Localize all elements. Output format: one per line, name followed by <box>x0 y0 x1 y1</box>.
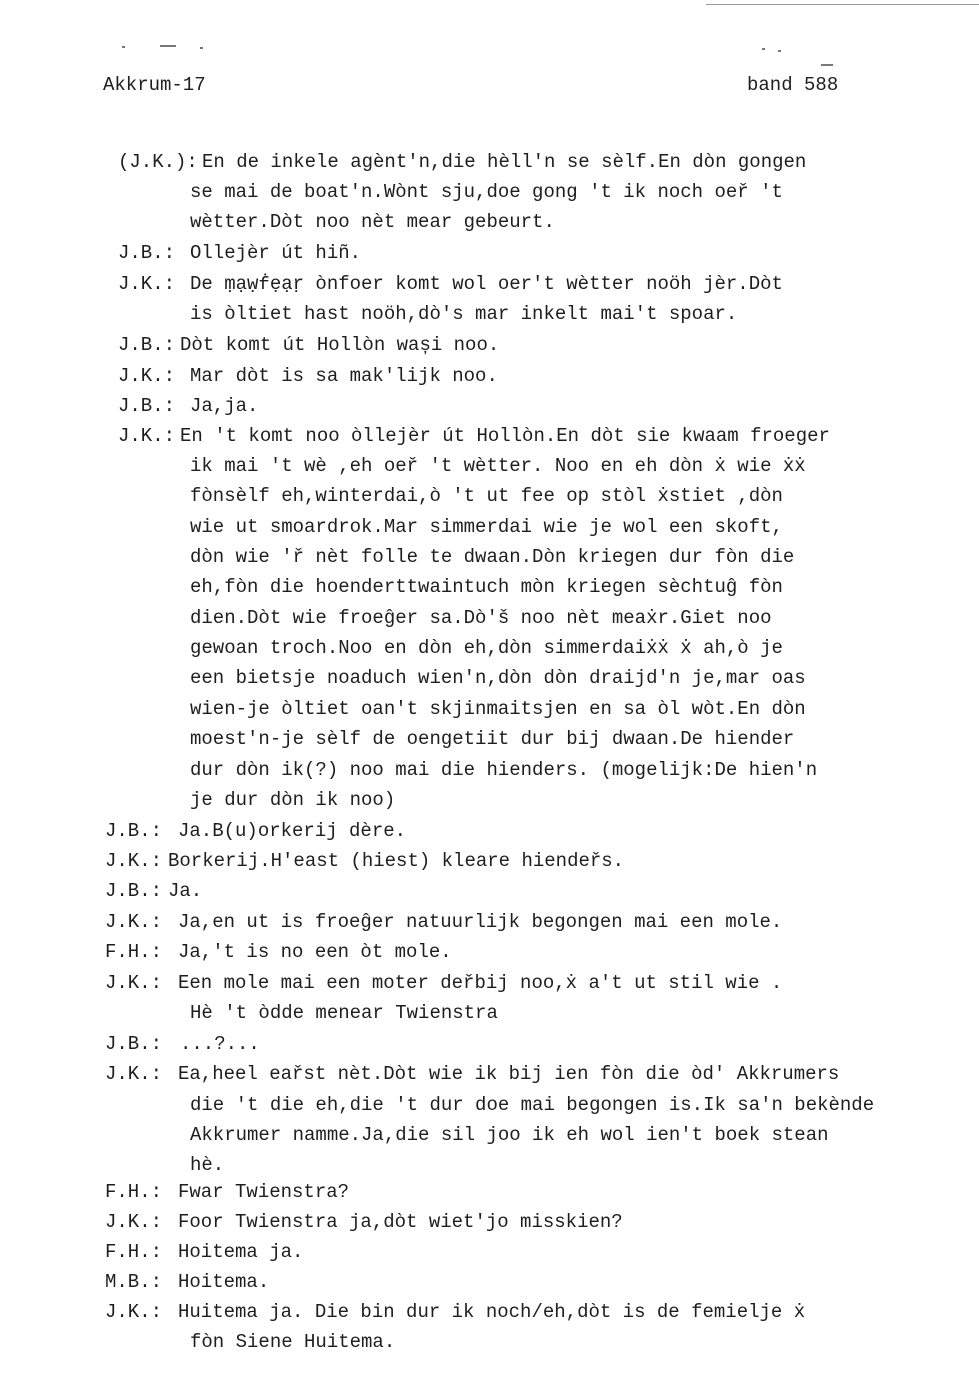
transcript-line: hè. <box>190 1154 225 1176</box>
speaker-label: J.K.: <box>105 850 163 872</box>
transcript-line: eh,fòn die hoenderttwaintuch mòn kriegen sèchtuĝ fòn <box>190 576 783 598</box>
transcript-line: Ja,en ut is froeĝer natuurlijk begongen mai een mole. <box>178 911 783 933</box>
transcript-line: Borkerij.H'east (hiest) kleare hiendeřs. <box>168 850 625 872</box>
speck <box>821 64 833 66</box>
transcript-line: Fwar Twienstra? <box>178 1181 350 1203</box>
transcript-line: ik mai 't wè ,eh oeř 't wètter. Noo en eh dòn ẋ wie ẋẋ <box>190 455 806 477</box>
transcript-line: dien.Dòt wie froeĝer sa.Dò'š noo nèt meaẋr.Giet noo <box>190 607 772 629</box>
transcript-line: een bietsje noaduch wien'n,dòn dòn draijd'n je,mar oas <box>190 667 806 689</box>
transcript-line: wètter.Dòt noo nèt mear gebeurt. <box>190 211 555 233</box>
speaker-label: J.B.: <box>105 1033 163 1055</box>
transcript-line: dur dòn ik(?) noo mai die hienders. (mogelijk:De hien'n <box>190 759 818 781</box>
speaker-label: (J.K.): <box>118 151 198 173</box>
transcript-line: gewoan troch.Noo en dòn eh,dòn simmerdaiẋẋ ẋ ah,ò je <box>190 637 783 659</box>
speaker-label: J.K.: <box>105 1211 163 1233</box>
top-rule <box>706 4 979 5</box>
location-header: Akkrum-17 <box>103 74 206 96</box>
speaker-label: F.H.: <box>105 1181 163 1203</box>
transcript-line: En 't komt noo òllejèr út Hollòn.En dòt sie kwaam froeger <box>180 425 830 447</box>
speaker-label: J.K.: <box>118 425 176 447</box>
transcript-line: Een mole mai een moter deřbij noo,ẋ a't ut stil wie . <box>178 972 783 994</box>
transcript-line: Hè 't òdde menear Twienstra <box>190 1002 498 1024</box>
transcript-line: fònsèlf eh,winterdai,ò 't ut fee op stòl ẋstiet ,dòn <box>190 485 783 507</box>
speaker-label: F.H.: <box>105 1241 163 1263</box>
transcript-line: Ja,ja. <box>190 395 259 417</box>
speaker-label: J.B.: <box>118 334 176 356</box>
transcript-line: dòn wie 'ř nèt folle te dwaan.Dòn kriegen dur fòn die <box>190 546 795 568</box>
transcript-line: Akkrumer namme.Ja,die sil joo ik eh wol ien't boek stean <box>190 1124 829 1146</box>
speaker-label: J.B.: <box>105 820 163 842</box>
transcript-line: ...?... <box>180 1033 260 1055</box>
speck <box>762 48 765 50</box>
transcript-line: je dur dòn ik noo) <box>190 789 396 811</box>
speaker-label: J.B.: <box>118 395 176 417</box>
tape-number: band 588 <box>747 74 839 96</box>
speaker-label: M.B.: <box>105 1271 163 1293</box>
transcript-line: En de inkele agènt'n,die hèll'n se sèlf.En dòn gongen <box>202 151 807 173</box>
transcript-line: se mai de boat'n.Wònt sju,doe gong 't ik noch oeř 't <box>190 181 783 203</box>
transcript-line: Foor Twienstra ja,dòt wiet'jo misskien? <box>178 1211 623 1233</box>
transcript-line: De ṃạẉḟẹạṛ ònfoer komt wol oer't wètter noöh jèr.Dòt <box>190 273 783 295</box>
transcript-line: fòn Siene Huitema. <box>190 1331 396 1353</box>
speck <box>778 50 781 52</box>
transcript-line: Huitema ja. Die bin dur ik noch/eh,dòt is de femielje ẋ <box>178 1301 806 1323</box>
transcript-line: die 't die eh,die 't dur doe mai begongen is.Ik sa'n bekènde <box>190 1094 875 1116</box>
transcript-line: Hoitema ja. <box>178 1241 304 1263</box>
speaker-label: J.K.: <box>105 1063 163 1085</box>
transcript-line: wie ut smoardrok.Mar simmerdai wie je wol een skoft, <box>190 516 783 538</box>
speaker-label: J.K.: <box>105 911 163 933</box>
speck <box>200 47 203 49</box>
transcript-line: moest'n-je sèlf de oengetiit dur bij dwaan.De hiender <box>190 728 795 750</box>
speaker-label: J.B.: <box>105 880 163 902</box>
transcript-line: Ollejèr út hiñ. <box>190 242 362 264</box>
transcript-line: Dòt komt út Hollòn wași noo. <box>180 334 500 356</box>
transcript-line: wien-je òltiet oan't skjinmaitsjen en sa òl wòt.En dòn <box>190 698 806 720</box>
speaker-label: J.K.: <box>118 365 176 387</box>
speck <box>122 46 125 48</box>
speaker-label: F.H.: <box>105 941 163 963</box>
speck <box>160 45 176 47</box>
transcript-line: Ja.B(u)orkerij dère. <box>178 820 407 842</box>
speaker-label: J.K.: <box>105 972 163 994</box>
transcript-line: Ja,'t is no een òt mole. <box>178 941 452 963</box>
speaker-label: J.K.: <box>105 1301 163 1323</box>
speaker-label: J.B.: <box>118 242 176 264</box>
transcript-line: Hoitema. <box>178 1271 270 1293</box>
transcript-line: Mar dòt is sa mak'lijk noo. <box>190 365 498 387</box>
transcript-line: Ea,heel eařst nèt.Dòt wie ik bij ien fòn die òd' Akkrumers <box>178 1063 840 1085</box>
transcript-line: is òltiet hast noöh,dò's mar inkelt mai't spoar. <box>190 303 738 325</box>
transcript-line: Ja. <box>168 880 203 902</box>
speaker-label: J.K.: <box>118 273 176 295</box>
